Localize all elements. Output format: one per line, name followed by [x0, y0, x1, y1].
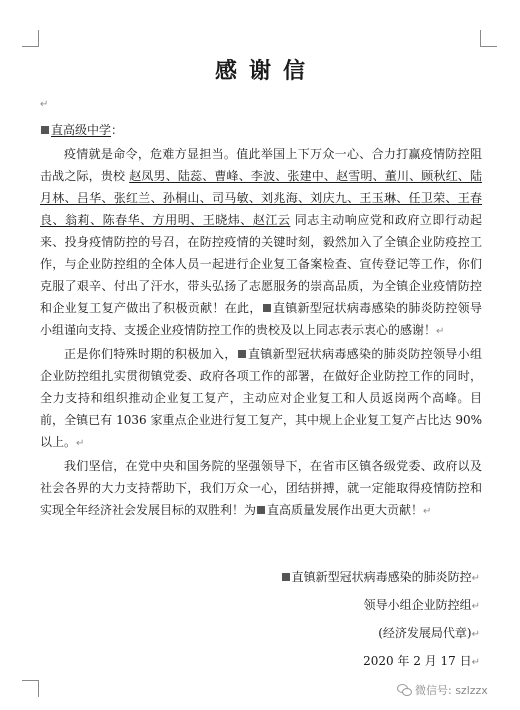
flag-icon — [282, 573, 290, 581]
salutation: 直高级中学： — [40, 121, 123, 139]
paragraph-3: 我们坚信，在党中央和国务院的坚强领导下，在省市区镇各级党委、政府以及社会各界的大力支持帮助下，我们万众一心，团结拼搏，就一定能取得疫情防控和实现全年经济社会发展目标的双胜利！为 直高质量发展作出更大贡献！↵ — [40, 459, 482, 517]
margin-corner-top-right — [480, 30, 497, 47]
paragraph-mark: ↵ — [40, 99, 49, 110]
signature-line-2: 领导小组企业防控组 — [363, 598, 472, 612]
margin-corner-top-left — [22, 30, 39, 47]
signature-date: 2020 年 2 月 17 日 — [363, 654, 472, 668]
letter-body — [40, 143, 482, 523]
paragraph-1: 疫情就是命令，危难方显担当。值此举国上下万众一心、合力打赢疫情防控阻击战之际，贵校 赵凤男、陆蕊、曹峰、李波、张建中、赵雪明、董川、顾秋红、陆月林、吕华、张红兰、孙桐山、司马敏、刘兆海、刘庆九、王玉琳、任卫荣、王春良、翁莉、陈春华、方用明、王晓炜、赵江云 同志主动响应党和政府立即行动起来、投身疫情防控的号召，在防控疫情的关键时刻，毅然加入了全镇企业防疫控工作，与企业防控组的全体人员一起进行企业复工备案检查、宣传登记等工作，你们克服了艰辛、付出了汗水，带头弘扬了志愿服务的崇高品质，为全镇企业疫情防控和企业复工复产做出了积极贡献！在此， 直镇新型冠状病毒感染的肺炎防控领导小组谨向支持、支援企业疫情防控工作的贵校及以上同志表示衷心的感谢！↵ — [40, 147, 482, 337]
volunteer-names: 赵凤男、陆蕊、曹峰、李波、张建中、赵雪明、董川、顾秋红、陆月林、吕华、张红兰、孙桐山、司马敏、刘兆海、刘庆九、王玉琳、任卫荣、王春良、翁莉、陈春华、方用明、王晓炜、赵江云 — [40, 169, 482, 227]
signature-line-1: 直镇新型冠状病毒感染的肺炎防控 — [291, 570, 472, 584]
letter-title: 感谢信 — [214, 58, 317, 84]
flag-icon — [257, 506, 265, 514]
wechat-icon — [397, 684, 411, 696]
margin-corner-bottom-left — [22, 680, 39, 697]
salutation-recipient: 直高级中学 — [51, 123, 112, 137]
signature-block: 直镇新型冠状病毒感染的肺炎防控↵ 领导小组企业防控组↵ (经济发展局代章)↵ 2020 年 2 月 17 日↵ — [281, 564, 480, 676]
paragraph-2: 正是你们特殊时期的积极加入， 直镇新型冠状病毒感染的肺炎防控领导小组企业防控组扎实贯彻镇党委、政府各项工作的部署，在做好企业防控工作的同时，全力支持和组织推动企业复工复产，主动应对企业复工和人员返岗两个高峰。目前，全镇已有 1036 家重点企业进行复工复产，其中规上企业复工复产占比达 90%以上。↵ — [40, 347, 482, 449]
flag-icon — [41, 126, 49, 134]
flag-icon — [263, 304, 271, 312]
watermark-label: 微信号: szlzzx — [415, 684, 488, 697]
wechat-watermark — [397, 682, 488, 698]
signature-line-3: (经济发展局代章) — [378, 626, 472, 640]
flag-icon — [238, 350, 246, 358]
